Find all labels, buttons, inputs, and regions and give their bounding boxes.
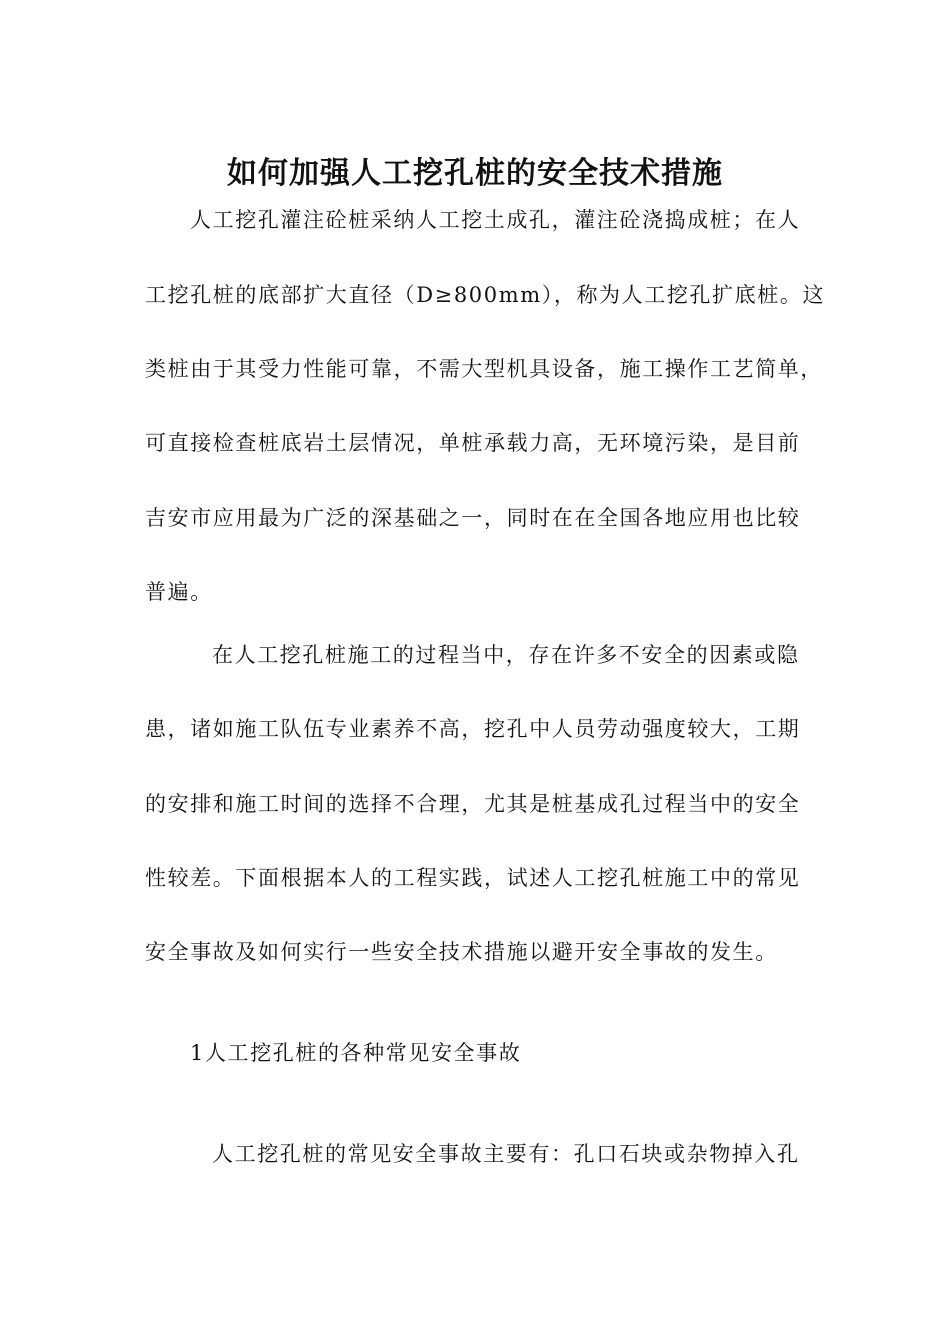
paragraph-2-line-4: 性较差。下面根据本人的工程实践，试述人工挖孔桩施工中的常见 <box>145 866 801 890</box>
paragraph-1-line-1: 人工挖孔灌注砼桩采纳人工挖土成孔，灌注砼浇捣成桩；在人 <box>190 208 801 232</box>
paragraph-1-line-4: 可直接检查桩底岩土层情况，单桩承载力高，无环境污染，是目前 <box>145 431 801 455</box>
paragraph-1-line-3: 类桩由于其受力性能可靠，不需大型机具设备，施工操作工艺简单， <box>145 357 823 381</box>
paragraph-2-line-1: 在人工挖孔桩施工的过程当中，存在许多不安全的因素或隐 <box>212 643 800 667</box>
paragraph-2-line-2: 患，诸如施工队伍专业素养不高，挖孔中人员劳动强度较大，工期 <box>145 717 801 741</box>
paragraph-2-line-3: 的安排和施工时间的选择不合理，尤其是桩基成孔过程当中的安全 <box>145 792 801 816</box>
paragraph-1-line-2: 工挖孔桩的底部扩大直径（D≥800mm），称为人工挖孔扩底桩。这 <box>145 283 826 307</box>
paragraph-1-line-6: 普遍。 <box>145 580 213 604</box>
document-title: 如何加强人工挖孔桩的安全技术措施 <box>227 156 723 192</box>
paragraph-3-line-1: 人工挖孔桩的常见安全事故主要有：孔口石块或杂物掉入孔 <box>212 1142 800 1166</box>
paragraph-1-line-5: 吉安市应用最为广泛的深基础之一，同时在在全国各地应用也比较 <box>145 506 801 530</box>
paragraph-2-line-5: 安全事故及如何实行一些安全技术措施以避开安全事故的发生。 <box>145 940 778 964</box>
section-heading-1: 1人工挖孔桩的各种常见安全事故 <box>190 1041 522 1065</box>
